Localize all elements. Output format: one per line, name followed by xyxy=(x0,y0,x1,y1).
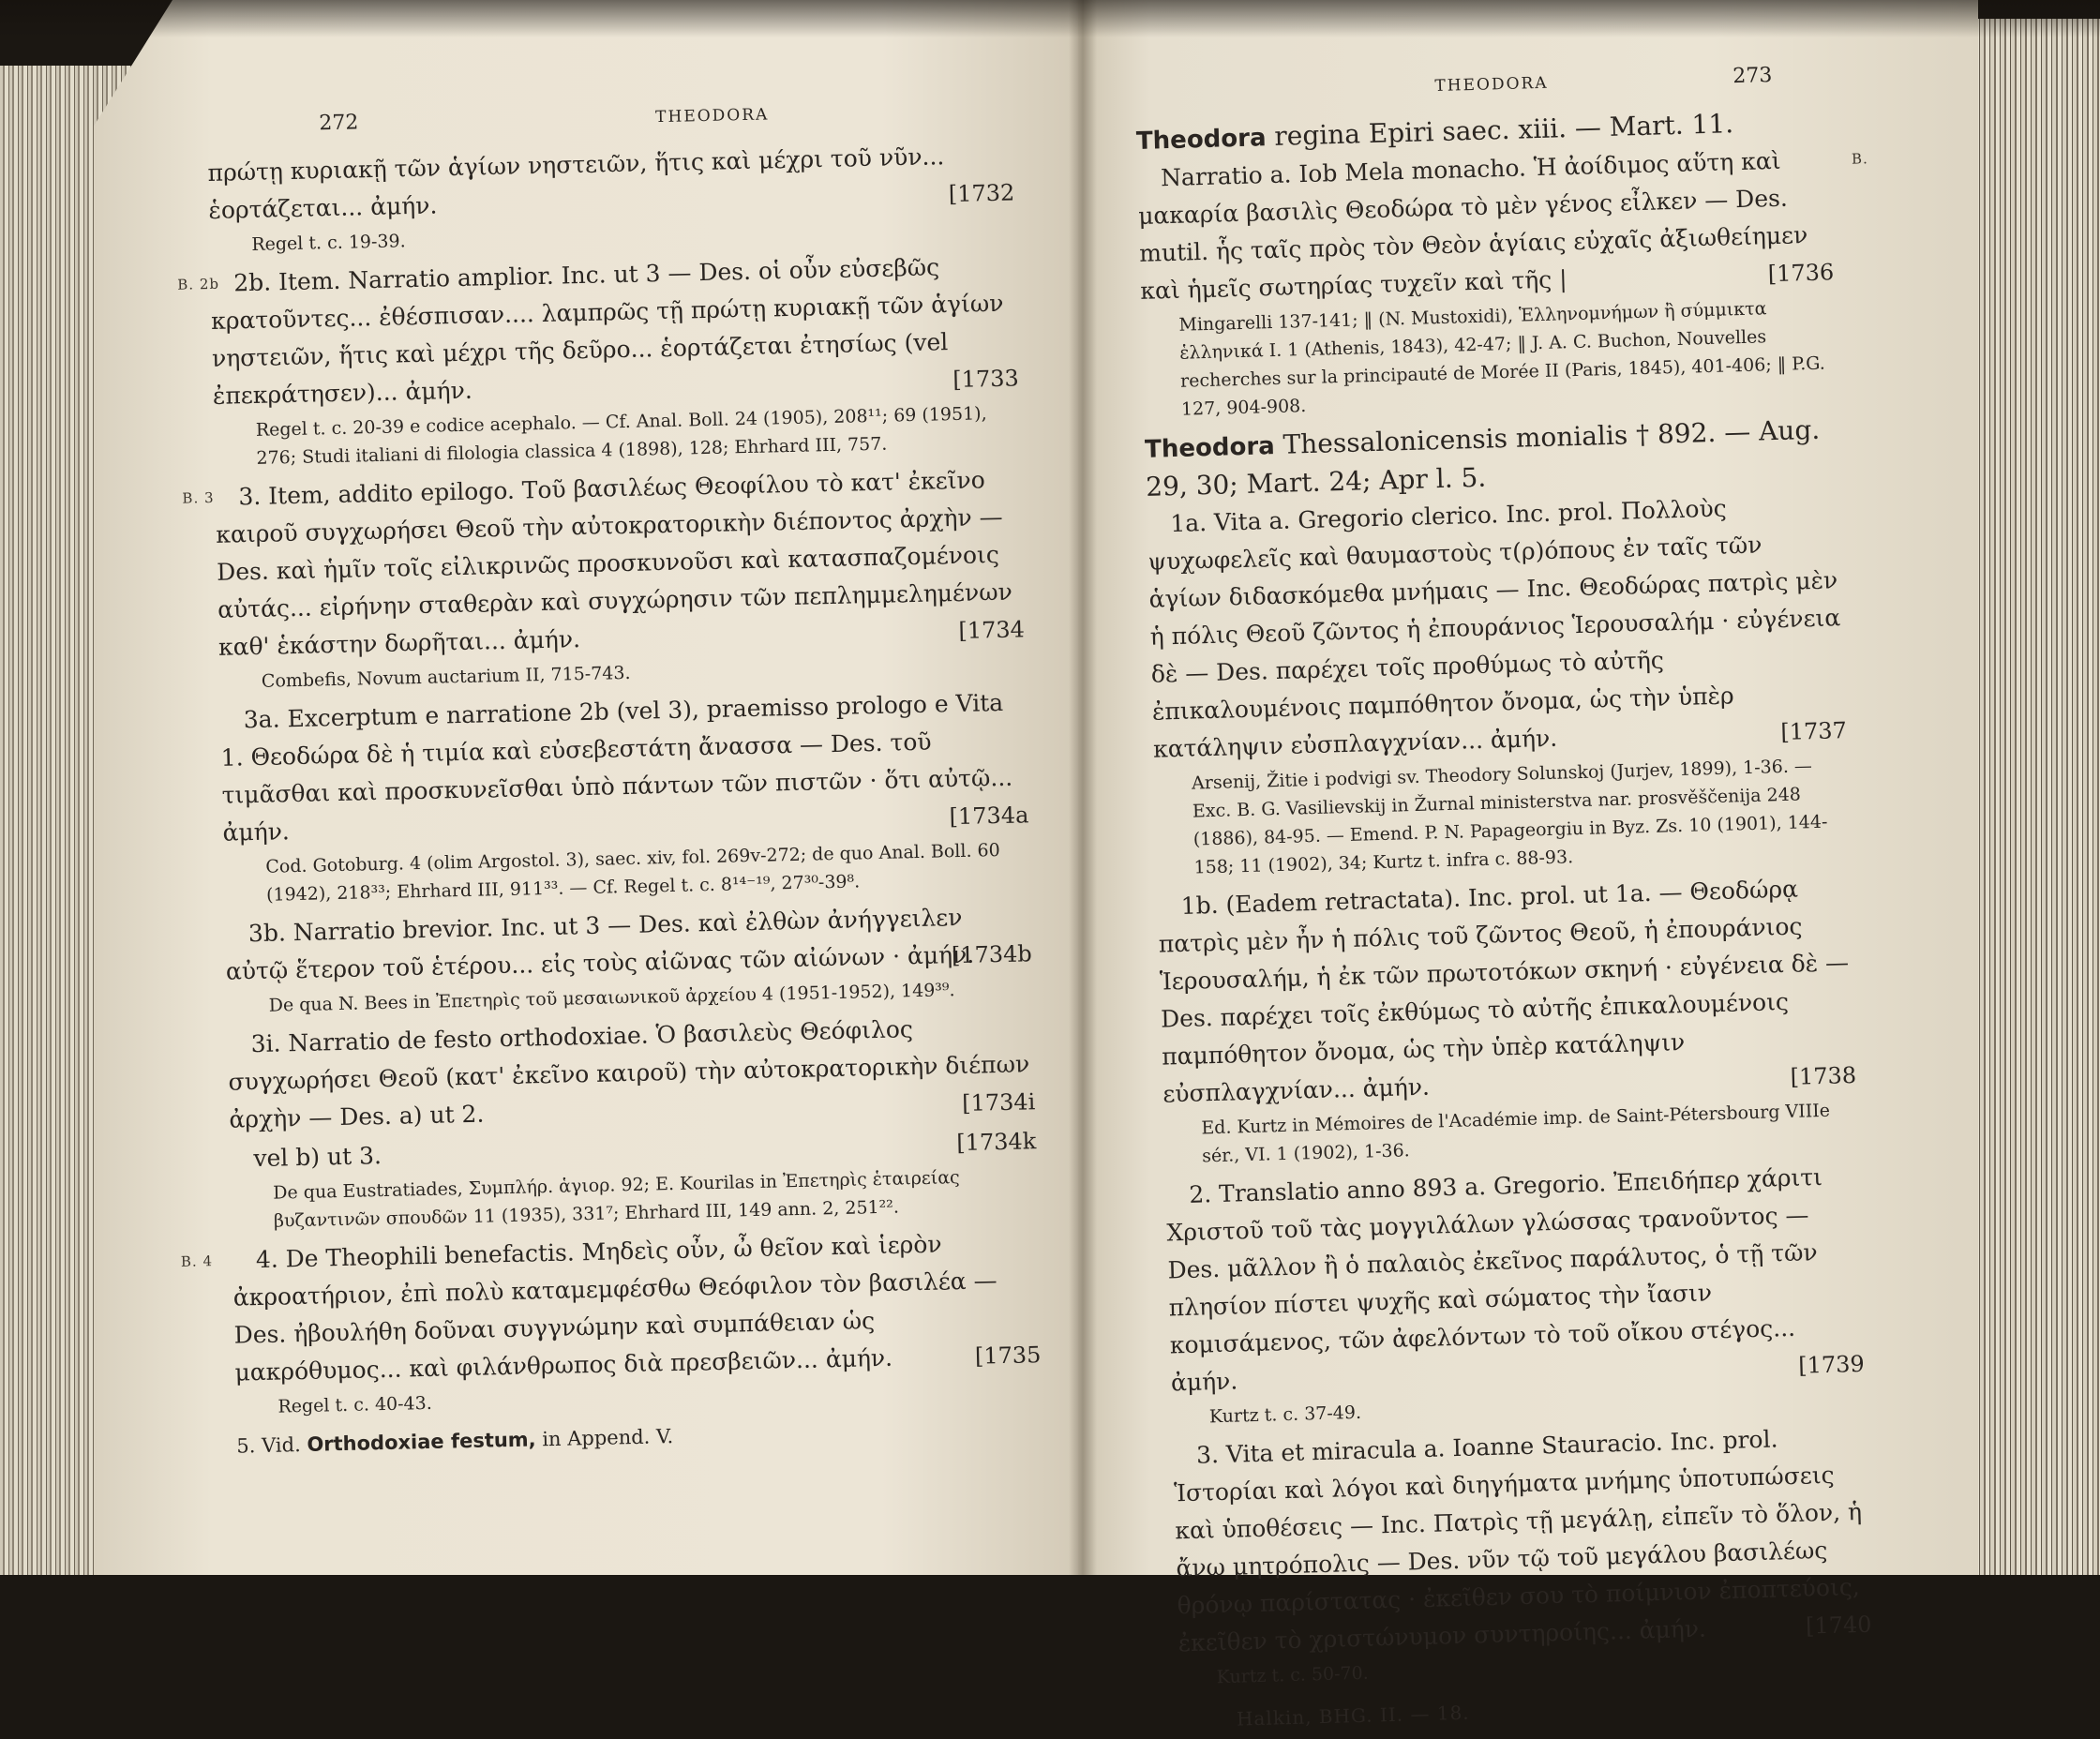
bhg-number: [1734i xyxy=(961,1088,1036,1117)
paragraph-text: 1a. Vita a. Gregorio clerico. Inc. prol. Πολλοὺς ψυχωφελεῖς καὶ θαυμαστοὺς τ(ρ)όπους ἐν ταῖς τῶν ἁγίων διδασκόμεθα μνήμαις — Inc. Θεοδώρας πατρὶς μὲν ἡ πόλις Θεοῦ ζῶντος ἡ ἐπουράνιος Ἱερουσαλήμ · εὐγένεια δὲ — Des. παρέχει τοῖς προθύμως τὸ αὐτῆς ἐπικαλουμένοις παμπόθητον ὄνομα, ὡς τὴν ὑπὲρ κατάληψιν εὐσπλαγχνίαν... ἀμήν. xyxy=(1148,494,1841,763)
citation: Regel t. c. 40-43. xyxy=(278,1392,432,1417)
left-page-column xyxy=(177,89,1043,1464)
paragraph-text: 2. Translatio anno 893 a. Gregorio. Ἐπειδήπερ χάριτι Χριστοῦ τοῦ τὰς μογγιλάλων γλώσσας τρανοῦντος — Des. μᾶλλον ἢ ὁ παλαιὸς ἐκεῖνος παράλυτος, ὁ τῇ τῶν πλησίον πίστει ψυχῆς καὶ σώματος τὴν ἴασιν κομισάμενος, τῶν ἀφελόντων τὸ τοῦ οἴκου στέγος... ἀμήν. xyxy=(1166,1162,1823,1397)
paragraph-text: vel b) ut 3. xyxy=(253,1142,382,1173)
paragraph-text: 3. Vita et miracula a. Ioanne Stauracio. Inc. prol. Ἱστορίαι καὶ λόγοι καὶ διηγήματα μνήμης ὑποτυπώσεις καὶ ὑποθέσεις — Inc. Πατρὶς τῇ μεγάλῃ, εἰπεῖν τὸ ὅλον, ἡ ἄνω μητρόπολις — Des. νῦν τῷ τοῦ μεγάλου βασιλέως θρόνῳ παρίστατας · ἐκεῖθεν σου τὸ ποίμνιον ἐποπτεύοις, ἐκεῖθεν τὸ χριστώνυμον συντηροίης... ἀμήν. xyxy=(1173,1425,1863,1657)
paragraph-text: 3. Item, addito epilogo. Τοῦ βασιλέως Θεοφίλου τὸ κατ' ἐκεῖνο καιροῦ συγχωρήσει Θεοῦ τὴν αὐτοκρατορικὴν διέποντος ἀρχὴν — Des. καὶ ἡμῖν τοῖς εἰλικρινῶς προσκυνοῦσι καὶ κατασπαζομένοις αὐτάς... εἰρήνην σταθερὰν καὶ συγχώρησιν τῶν πεπλημμελημένων καθ' ἑκάστην δωρῆται... ἀμήν. xyxy=(216,466,1013,661)
top-shadow xyxy=(0,0,2100,37)
citation: De qua Eustratiades, Συμπλήρ. ἁγιορ. 92; E. Kourilas in Ἐπετηρὶς ἑταιρείας βυζαντινῶν σπουδῶν 11 (1935), 331⁷; Ehrhard III, 149 ann. 2, 251²². xyxy=(273,1167,960,1232)
margin-note: B. 4 xyxy=(180,1252,214,1270)
entry-narratio xyxy=(1137,141,1869,310)
paragraph-text: Narratio a. Iob Mela monacho. Ἡ ἀοίδιμος αὕτη καὶ μακαρία βασιλὶς Θεοδώρα τὸ μὲν γένος εἶλκεν — Des. mutil. ἧς ταῖς πρὸς τὸν Θεὸν ἁγίαις εὐχαῖς ἀξιωθείημεν καὶ ἡμεῖς σωτηρίας τυχεῖν καὶ τῆς | xyxy=(1137,146,1808,305)
heading-bold: Theodora xyxy=(1144,431,1276,464)
citation: De qua N. Bees in Ἐπετηρὶς τοῦ μεσαιωνικοῦ ἀρχείου 4 (1951-1952), 149³⁹. xyxy=(268,980,955,1016)
entry-3 xyxy=(182,460,1026,666)
paragraph-text: 3b. Narratio brevior. Inc. ut 3 — Des. καὶ ἐλθὼν ἀνήγγειλεν αὐτῷ ἕτερον τοῦ ἑτέρου... εἰς τοὺς αἰῶνας τῶν αἰώνων · ἀμήν. xyxy=(225,903,975,985)
page-number: 272 xyxy=(319,111,359,136)
bhg-number: [1737 xyxy=(1779,717,1848,746)
paragraph-text: 2b. Item. Narratio amplior. Inc. ut 3 — Des. οἱ οὖν εὐσεβῶς κρατοῦντες... ἐθέσπισαν.... λαμπρῶς τῇ πρώτῃ κυριακῇ τῶν ἁγίων νηστειῶν, ἥτις καὶ μέχρι τῆς δεῦρο... ἑορτάζεται ἐτησίως (vel ἐπεκράτησεν)... ἀμήν. xyxy=(210,253,1004,410)
right-page-column xyxy=(1134,55,1874,1739)
citation: Arsenij, Žitie i podvigi sv. Theodory Solunskoj (Jurjev, 1899), 1-36. — Exc. B. G. Vasilievskij in Žurnal ministerstva nar. prosvěščenija 248 (1886), 84-95. — Emend. P. N. Papageorgiu in Byz. Zs. 10 (1901), 144-158; 11 (1902), 34; Kurtz t. infra c. 88-93. xyxy=(1191,756,1828,878)
citation: Cod. Gotoburg. 4 (olim Argostol. 3), saec. xiv, fol. 269v-272; de quo Anal. Boll. 60 (1942), 218³³; Ehrhard III, 911³³. — Cf. Regel t. c. 8¹⁴⁻¹⁹, 27³⁰-39⁸. xyxy=(265,839,1000,906)
citation: Kurtz t. c. 50-70. xyxy=(1216,1662,1370,1688)
bhg-number: [1734b xyxy=(951,940,1033,969)
entry-4 xyxy=(180,1223,1042,1391)
paragraph-text: 3a. Excerptum e narratione 2b (vel 3), praemisso prologo e Vita 1. Θεοδώρα δὲ ἡ τιμία καὶ εὐσεβεστάτη ἄνασσα — Des. τοῦ τιμᾶσθαι καὶ προσκυνεῖσθαι ὑπὸ πάντων τῶν πιστῶν · ὅτι αὐτῷ... ἀμήν. xyxy=(220,688,1013,847)
bhg-number: [1734a xyxy=(949,802,1029,831)
bhg-number: [1738 xyxy=(1790,1061,1857,1090)
page-number: 273 xyxy=(1732,64,1773,89)
margin-note: B. 2b xyxy=(177,275,220,293)
book-gutter xyxy=(1069,0,1097,1575)
citation: Regel t. c. 19-39. xyxy=(251,231,406,255)
paragraph-text: 3i. Narratio de festo orthodoxiae. Ὁ βασιλεὺς Θεόφιλος συγχωρήσει Θεοῦ (κατ' ἐκεῖνο καιροῦ) τὴν αὐτοκρατορικὴν διέπων ἀρχὴν — Des. a) ut 2. xyxy=(228,1015,1030,1133)
entry-3a xyxy=(219,683,1028,851)
heading-rest: Thessalonicensis monialis † 892. — Aug. 29, 30; Mart. 24; Apr l. 5. xyxy=(1145,413,1821,502)
heading-bold: Theodora xyxy=(1135,124,1267,156)
citation: Regel t. c. 20-39 e codice acephalo. — Cf. Anal. Boll. 24 (1905), 208¹¹; 69 (1951), 276; Studi italiani di filologia classica 4 (1898), 128; Ehrhard III, 757. xyxy=(255,403,987,469)
note-bold: Orthodoxiae festum, xyxy=(307,1428,536,1456)
entry-3i xyxy=(227,1008,1036,1138)
margin-note: B. 3 xyxy=(182,488,215,507)
bhg-number: [1733 xyxy=(952,365,1020,394)
paragraph-text: 1b. (Eadem retractata). Inc. prol. ut 1a. — Θεοδώρᾳ πατρὶς μὲν ἦν ἡ πόλις τοῦ ζῶντος Θεοῦ, ἡ ἐπουράνιος Ἱερουσαλήμ, ἡ ἐκ τῶν πρωτοτόκων σκηνή · εὐγένεια δὲ — Des. παρέχει τοῖς ἐκθύμως τὸ αὐτῆς ἐπικαλουμένοις παμπόθητον ὄνομα, ὡς τὴν ὑπὲρ κατάληψιν εὐσπλαγχνίαν... ἀμήν. xyxy=(1158,875,1850,1108)
bhg-number: [1734 xyxy=(958,616,1026,644)
paragraph-text: πρώτῃ κυριακῇ τῶν ἁγίων νηστειῶν, ἥτις καὶ μέχρι τοῦ νῦν... ἑορτάζεται... ἀμήν. xyxy=(207,142,945,224)
page-edges-right xyxy=(1959,19,2100,1575)
citation: Ed. Kurtz in Mémoires de l'Académie imp. de Saint-Pétersbourg VIIIe sér., VI. 1 (1902), 1-36. xyxy=(1201,1100,1831,1167)
entry-3-vita xyxy=(1173,1418,1872,1663)
bhg-number: [1740 xyxy=(1805,1611,1872,1640)
entry-1a xyxy=(1147,487,1848,769)
entry-2 xyxy=(1165,1158,1865,1402)
signature-footer: Halkin, BHG. II. — 18. xyxy=(1236,1701,1470,1731)
note-suffix: in Append. V. xyxy=(542,1425,674,1451)
margin-note: B. xyxy=(1851,150,1869,168)
heading-rest: regina Epiri saec. xiii. — Mart. 11. xyxy=(1273,108,1734,152)
citation: Mingarelli 137-141; ‖ (N. Mustoxidi), Ἑλληνομνήμων ἢ σύμμικτα ἑλληνικά I. 1 (Athenis, 1843), 42-47; ‖ J. A. C. Buchon, Nouvelles recherches sur la principauté de Morée II (Paris, 1845), 401-406; ‖ P.G. 127, 904-908. xyxy=(1178,298,1826,420)
running-title: THEODORA xyxy=(1434,73,1549,97)
entry-1b xyxy=(1157,869,1856,1114)
note-prefix: 5. Vid. xyxy=(236,1433,301,1458)
bhg-number: [1739 xyxy=(1797,1350,1866,1379)
citation: Kurtz t. c. 37-49. xyxy=(1208,1402,1362,1428)
bhg-number: [1736 xyxy=(1767,259,1835,288)
citation: Combefis, Novum auctarium II, 715-743. xyxy=(261,662,631,692)
running-title: THEODORA xyxy=(654,105,770,127)
paragraph-text: 4. De Theophili benefactis. Μηδεὶς οὖν, ὦ θεῖον καὶ ἱερὸν ἀκροατήριον, ἐπὶ πολὺ καταμεμφέσθω Θεόφιλον τὸν βασιλέα — Des. ἠβουλήθη δοῦναι συγγνώμην καὶ συμπάθειαν ὡς μακρόθυμος... καὶ φιλάνθρωπος διὰ πρεσβειῶν... ἀμήν. xyxy=(232,1230,998,1387)
bhg-number: [1734k xyxy=(955,1128,1037,1157)
bhg-number: [1732 xyxy=(948,179,1015,208)
bhg-number: [1735 xyxy=(974,1342,1042,1370)
entry-2b xyxy=(177,247,1020,414)
